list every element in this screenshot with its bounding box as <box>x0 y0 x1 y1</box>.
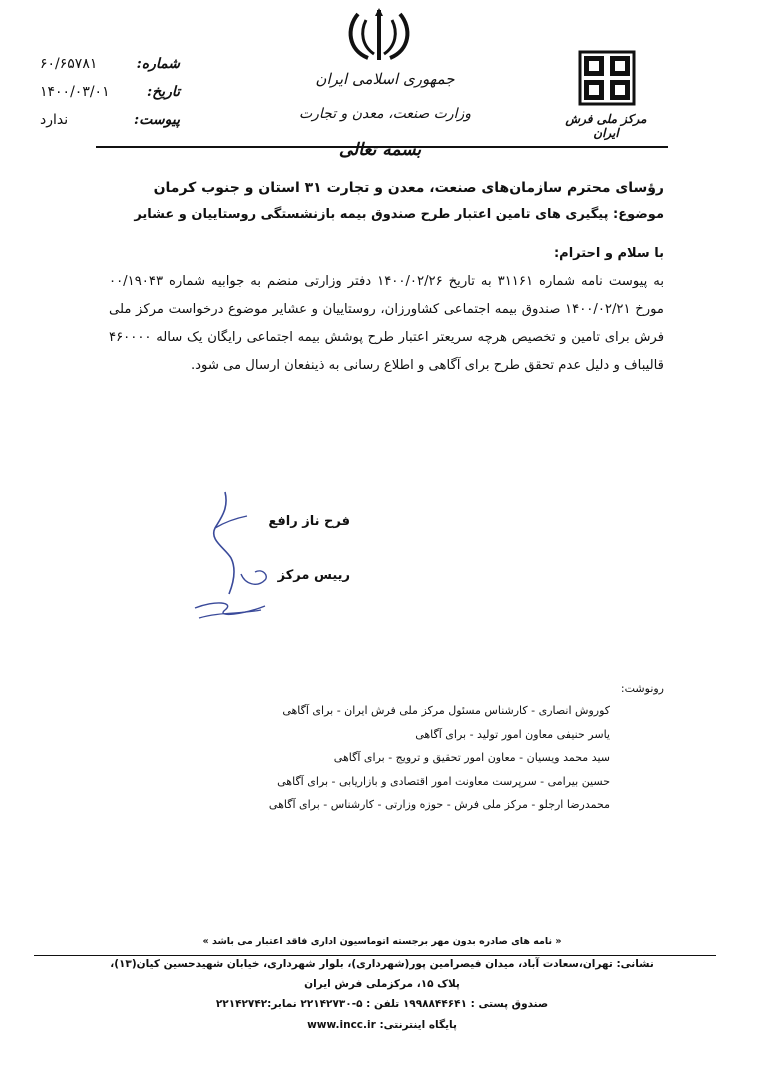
org-name: مرکز ملی فرش ایران <box>565 112 647 140</box>
footer-address: نشانی: تهران،سعادت آباد، میدان فیصرامین پور(شهرداری)، بلوار شهرداری، خیابان شهیدحسین کیان(۱۳)، <box>110 958 654 970</box>
carpet-center-logo-icon <box>578 50 636 106</box>
greeting: با سلام و احترام: <box>553 246 664 261</box>
republic-title: جمهوری اسلامی ایران <box>315 70 455 88</box>
iran-emblem-icon <box>344 6 414 64</box>
cc-list <box>90 700 610 818</box>
number-value: ۶۰/۶۵۷۸۱ <box>40 56 98 72</box>
meta-date <box>40 84 180 112</box>
attachment-label: پیوست: <box>134 112 180 128</box>
cc-title: رونوشت: <box>620 682 664 695</box>
header-divider <box>96 146 668 148</box>
attachment-value: ندارد <box>40 112 69 128</box>
ministry-title: وزارت صنعت، معدن و تجارت <box>298 106 472 122</box>
number-label: شماره: <box>136 56 180 72</box>
handwritten-signature <box>185 488 295 628</box>
addressee: رؤسای محترم سازمان‌های صنعت، معدن و تجارت ۳۱ استان و جنوب کرمان <box>153 180 664 196</box>
footer-contact: صندوق پستی : ۱۹۹۸۸۴۴۶۴۱ تلفن : ۵-۲۲۱۴۲۷۳۰ نمابر:۲۲۱۴۲۷۴۲ <box>215 998 549 1010</box>
footer-disclaimer: « نامه های صادره بدون مهر برجسته اتوماسیون اداری فاقد اعتبار می باشد » <box>202 936 562 947</box>
date-value: ۱۴۰۰/۰۳/۰۱ <box>40 84 110 100</box>
footer-website[interactable]: پایگاه اینترنتی: www.incc.ir <box>307 1019 457 1031</box>
date-label: تاریخ: <box>146 84 180 100</box>
cc-item: حسین بیرامی - سرپرست معاونت امور اقتصادی و بازاریابی - برای آگاهی <box>277 774 610 788</box>
letter-meta <box>40 56 180 140</box>
cc-item: سید محمد ویسیان - معاون امور تحقیق و ترویج - برای آگاهی <box>333 751 610 764</box>
meta-number <box>40 56 180 84</box>
bismillah: بسمه تعالی <box>338 140 422 160</box>
signer-name: فرح ناز رافع <box>268 514 350 529</box>
cc-item: محمدرضا ارجلو - مرکز ملی فرش - حوزه وزارتی - کارشناس - برای آگاهی <box>268 798 610 811</box>
footer-divider <box>34 955 716 956</box>
footer-address-2: پلاک ۱۵، مرکزملی فرش ایران <box>304 978 460 990</box>
meta-attachment <box>40 112 180 140</box>
cc-item: کوروش انصاری - کارشناس مسئول مرکز ملی فرش ایران - برای آگاهی <box>282 704 610 717</box>
signer-title: رییس مرکز <box>277 568 350 583</box>
subject-line: موضوع: پیگیری های تامین اعتبار طرح صندوق بیمه بازنشستگی روستاییان و عشایر <box>134 207 664 222</box>
letter-body: به پیوست نامه شماره ۳۱۱۶۱ به تاریخ ۱۴۰۰/۰۲/۲۶ دفتر وزارتی منضم به جوابیه شماره ۰۰/۱۹۰۴۳ مورخ ۱۴۰۰/۰۲/۲۱ صندوق بیمه اجتماعی کشاورزان، روستاییان و عشایر موضوع درخواست مرکز ملی فرش برای تامین و تخصیص هرچه سریعتر اعتبار طرح پوشش بیمه اجتماعی رایگان یک ساله ۴۶۰۰۰۰ قالیباف و دلیل عدم تحقق طرح برای آگاهی و اطلاع رسانی به ذینفعان ارسال می شود. <box>109 274 665 373</box>
cc-item: یاسر حنیفی معاون امور تولید - برای آگاهی <box>415 727 610 741</box>
